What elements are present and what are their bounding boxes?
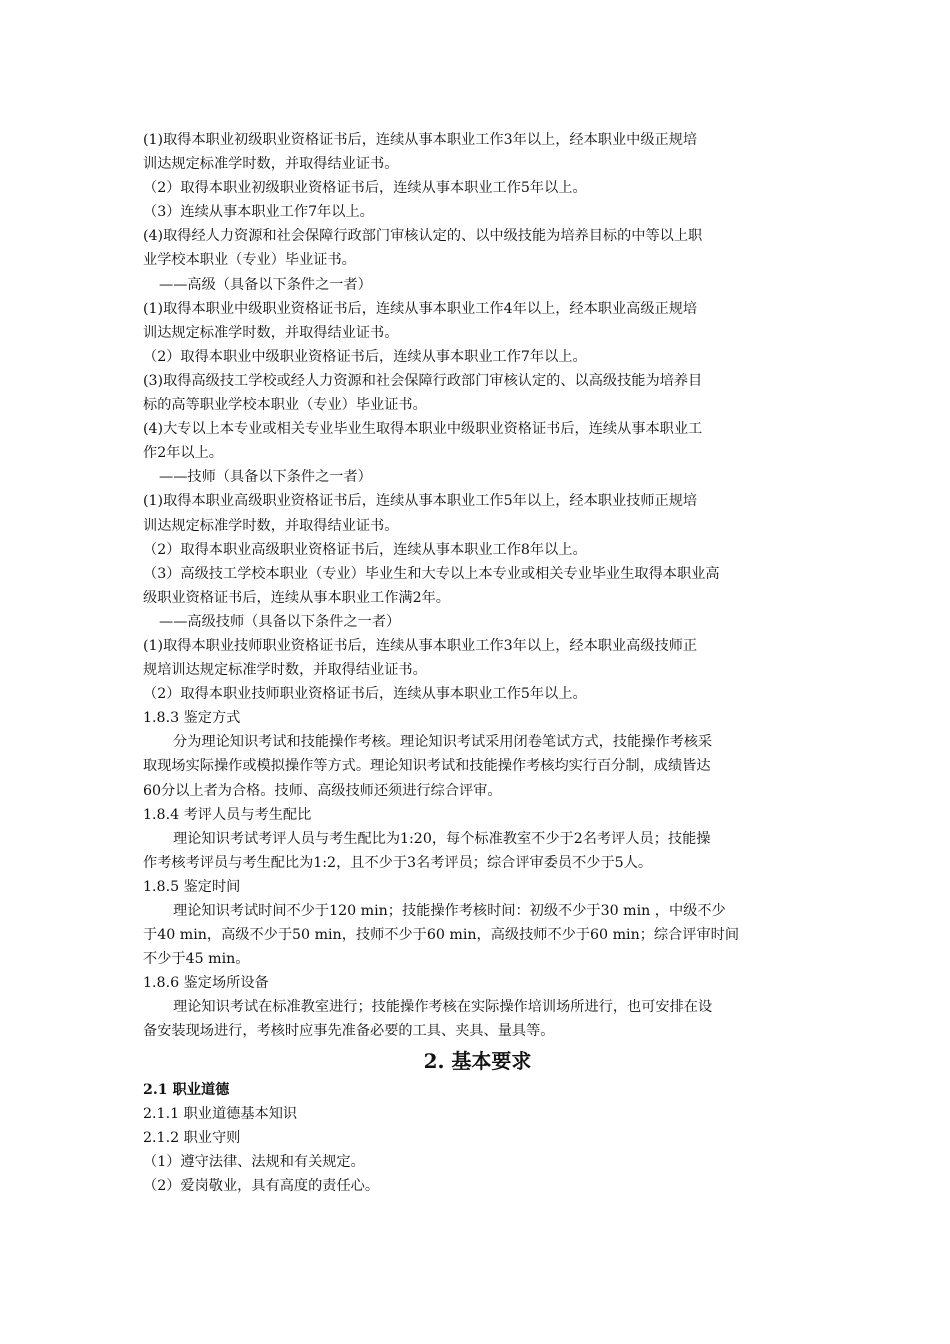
section-heading-2-1: 2.1 职业道德: [143, 1081, 230, 1098]
section-label-technician: ——技师（具备以下条件之一者）: [159, 469, 372, 486]
text-line: 理论知识考试时间不少于120 min；技能操作考核时间：初级不少于30 min ，中级不少: [173, 903, 726, 919]
text-line: （2）取得本职业初级职业资格证书后，连续从事本职业工作5年以上。: [143, 180, 587, 197]
text-line: 训达规定标准学时数，并取得结业证书。: [143, 156, 399, 173]
section-label-senior-technician: ——高级技师（具备以下条件之一者）: [159, 613, 401, 630]
text-line: 级职业资格证书后，连续从事本职业工作满2年。: [143, 589, 450, 606]
text-line: （2）爱岗敬业，具有高度的责任心。: [143, 1177, 380, 1194]
section-heading-1-8-3: 1.8.3 鉴定方式: [143, 710, 241, 727]
text-line: 规培训达规定标准学时数，并取得结业证书。: [143, 662, 427, 679]
text-line: 训达规定标准学时数，并取得结业证书。: [143, 517, 399, 534]
chapter-title: 2. 基本要求: [423, 1048, 532, 1073]
text-line: （2）取得本职业高级职业资格证书后，连续从事本职业工作8年以上。: [143, 541, 587, 558]
text-line: 业学校本职业（专业）毕业证书。: [143, 252, 356, 269]
text-line: （1）遵守法律、法规和有关规定。: [143, 1153, 365, 1170]
text-line: 训达规定标准学时数，并取得结业证书。: [143, 324, 399, 341]
text-line: 分为理论知识考试和技能操作考核。理论知识考试采用闭卷笔试方式，技能操作考核采: [173, 734, 713, 751]
section-heading-1-8-4: 1.8.4 考评人员与考生配比: [143, 806, 312, 823]
text-line: （3）连续从事本职业工作7年以上。: [143, 204, 374, 221]
document-body: [143, 128, 810, 1198]
text-line: 作2年以上。: [143, 445, 223, 462]
section-heading-1-8-5: 1.8.5 鉴定时间: [143, 878, 241, 895]
text-line: (1)取得本职业高级职业资格证书后，连续从事本职业工作5年以上，经本职业技师正规培: [143, 493, 698, 510]
section-heading-2-1-2: 2.1.2 职业守则: [143, 1129, 241, 1146]
text-line: (3)取得高级技工学校或经人力资源和社会保障行政部门审核认定的、以高级技能为培养目: [143, 372, 703, 389]
text-line: (1)取得本职业初级职业资格证书后，连续从事本职业工作3年以上，经本职业中级正规培: [143, 132, 698, 148]
text-line: 取现场实际操作或模拟操作等方式。理论知识考试和技能操作考核均实行百分制，成绩皆达: [143, 758, 711, 775]
text-line: 理论知识考试在标准教室进行；技能操作考核在实际操作培训场所进行，也可安排在设: [173, 999, 713, 1016]
text-line: 理论知识考试考评人员与考生配比为1:20，每个标准教室不少于2名考评人员；技能操: [173, 830, 711, 847]
section-heading-1-8-6: 1.8.6 鉴定场所设备: [143, 975, 269, 992]
text-line: 备安装现场进行，考核时应事先准备必要的工具、夹具、量具等。: [143, 1023, 555, 1040]
section-heading-2-1-1: 2.1.1 职业道德基本知识: [143, 1105, 298, 1122]
text-line: 60分以上者为合格。技师、高级技师还须进行综合评审。: [143, 782, 502, 799]
text-line: (4)取得经人力资源和社会保障行政部门审核认定的、以中级技能为培养目标的中等以上职: [143, 228, 703, 245]
text-line: （3）高级技工学校本职业（专业）毕业生和大专以上本专业或相关专业毕业生取得本职业高: [143, 565, 720, 582]
text-line: 作考核考评员与考生配比为1:2，且不少于3名考评员；综合评审委员不少于5人。: [143, 854, 653, 871]
text-line: 不少于45 min。: [143, 951, 250, 968]
text-line: (1)取得本职业中级职业资格证书后，连续从事本职业工作4年以上，经本职业高级正规培: [143, 300, 698, 317]
text-line: (4)大专以上本专业或相关专业毕业生取得本职业中级职业资格证书后，连续从事本职业工: [143, 421, 703, 438]
text-line: （2）取得本职业技师职业资格证书后，连续从事本职业工作5年以上。: [143, 686, 587, 703]
text-line: (1)取得本职业技师职业资格证书后，连续从事本职业工作3年以上，经本职业高级技师正: [143, 637, 698, 654]
text-line: 于40 min，高级不少于50 min，技师不少于60 min，高级技师不少于60 min；综合评审时间: [143, 927, 740, 944]
text-line: （2）取得本职业中级职业资格证书后，连续从事本职业工作7年以上。: [143, 348, 587, 365]
section-label-senior: ——高级（具备以下条件之一者）: [159, 276, 372, 293]
text-line: 标的高等职业学校本职业（专业）毕业证书。: [143, 397, 427, 414]
